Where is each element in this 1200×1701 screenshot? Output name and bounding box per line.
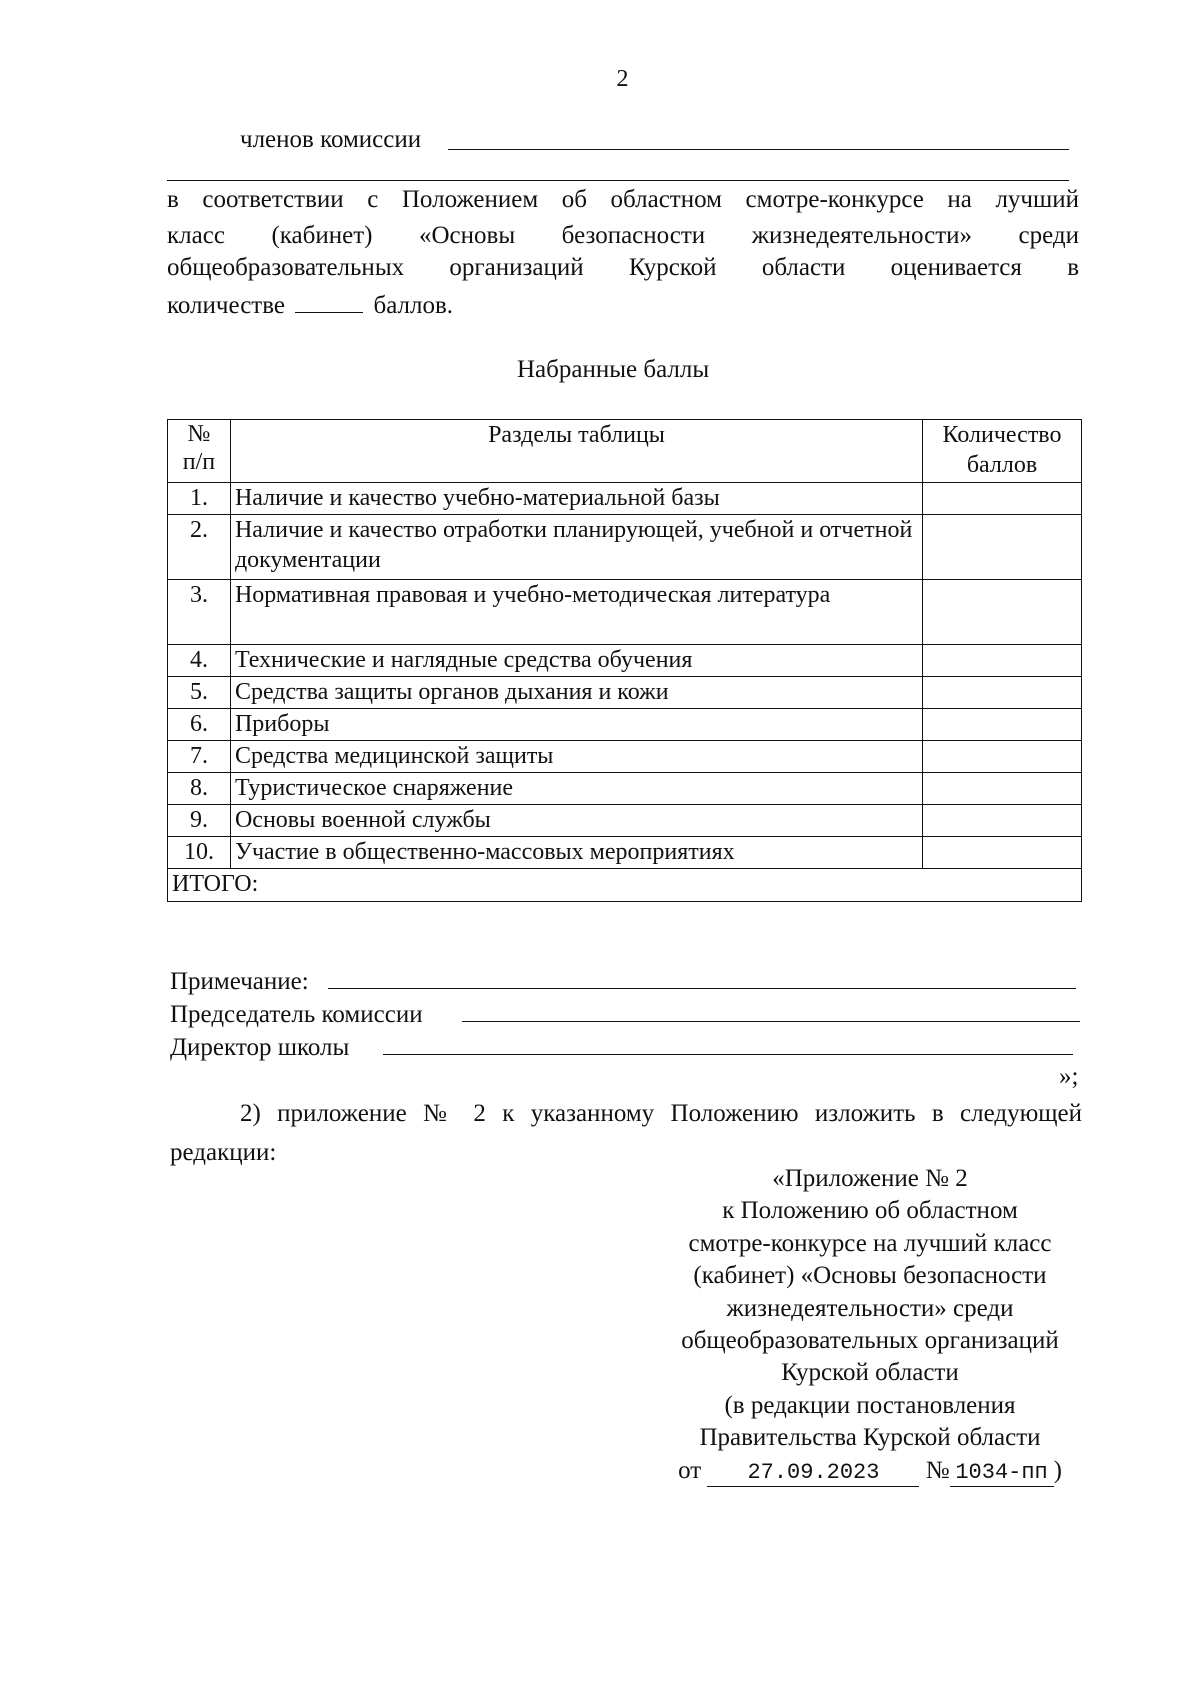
row-points-cell[interactable] <box>923 773 1082 805</box>
row-points-cell[interactable] <box>923 645 1082 677</box>
intro-line-4 <box>167 292 453 320</box>
date-value: 27.09.2023 <box>707 1460 919 1487</box>
row-num: 7. <box>168 741 231 773</box>
number-prefix: № <box>925 1456 950 1484</box>
note-label: Примечание: <box>170 968 309 995</box>
appendix-line: (кабинет) «Основы безопасности <box>693 1262 1047 1290</box>
row-section: Наличие и качество отработки планирующей, учебной и отчетной документации <box>230 515 922 580</box>
score-blank <box>295 292 363 313</box>
appendix-block <box>640 1163 1100 1487</box>
members-underline-2 <box>167 180 1069 181</box>
row-points-cell[interactable] <box>923 741 1082 773</box>
row-section: Приборы <box>230 709 922 741</box>
table-row <box>168 773 1082 805</box>
closing-quote: »; <box>1059 1063 1079 1090</box>
chair-underline <box>462 1021 1080 1022</box>
row-num: 4. <box>168 645 231 677</box>
row-section: Участие в общественно-массовых мероприятиях <box>230 837 922 869</box>
members-underline <box>448 149 1069 150</box>
table-row <box>168 741 1082 773</box>
table-header-row <box>168 420 1082 483</box>
director-underline <box>383 1054 1073 1055</box>
row-points-cell[interactable] <box>923 677 1082 709</box>
appendix-line: Курской области <box>781 1359 959 1387</box>
row-section: Средства защиты органов дыхания и кожи <box>230 677 922 709</box>
appendix-line: к Положению об областном <box>722 1197 1018 1225</box>
row-section: Наличие и качество учебно-материальной базы <box>230 483 922 515</box>
number-value: 1034-пп <box>950 1460 1054 1487</box>
row-num: 6. <box>168 709 231 741</box>
table-row <box>168 805 1082 837</box>
intro-line-2: класс (кабинет) «Основы безопасности жизнедеятельности» среди <box>167 222 1079 249</box>
table-row <box>168 677 1082 709</box>
row-points-cell[interactable] <box>923 580 1082 645</box>
header-points <box>923 420 1082 483</box>
amendment-line-2: редакции: <box>170 1139 277 1166</box>
header-num-line-2: п/п <box>182 449 216 475</box>
intro-line-1: в соответствии с Положением об областном смотре-конкурсе на лучший <box>167 186 1079 213</box>
row-num: 1. <box>168 483 231 515</box>
row-num: 8. <box>168 773 231 805</box>
intro-line-4-suffix: баллов. <box>373 292 454 319</box>
total-label: ИТОГО: <box>168 869 1082 902</box>
intro-line-4-prefix: количестве <box>167 292 285 319</box>
intro-line-3: общеобразовательных организаций Курской области оценивается в <box>167 254 1079 281</box>
row-points-cell[interactable] <box>923 709 1082 741</box>
table-row <box>168 515 1082 580</box>
row-points-cell[interactable] <box>923 515 1082 580</box>
scores-table <box>167 419 1082 902</box>
table-title: Набранные баллы <box>517 356 710 383</box>
row-points-cell[interactable] <box>923 805 1082 837</box>
row-section: Основы военной службы <box>230 805 922 837</box>
total-row <box>168 869 1082 902</box>
appendix-line: «Приложение № 2 <box>772 1165 968 1192</box>
table-row <box>168 645 1082 677</box>
row-section: Технические и наглядные средства обучения <box>230 645 922 677</box>
appendix-date-line <box>640 1455 1100 1487</box>
row-num: 3. <box>168 580 231 645</box>
row-section: Туристическое снаряжение <box>230 773 922 805</box>
appendix-line: смотре-конкурсе на лучший класс <box>688 1229 1052 1257</box>
row-num: 2. <box>168 515 231 580</box>
row-num: 5. <box>168 677 231 709</box>
director-label: Директор школы <box>170 1034 350 1061</box>
appendix-line: Правительства Курской области <box>699 1424 1041 1452</box>
number-suffix: ) <box>1053 1456 1062 1484</box>
table-row <box>168 580 1082 645</box>
header-section: Разделы таблицы <box>230 420 922 483</box>
note-underline <box>328 988 1076 989</box>
row-num: 10. <box>168 837 231 869</box>
chair-label: Председатель комиссии <box>170 1001 423 1028</box>
appendix-line: общеобразовательных организаций <box>681 1327 1059 1355</box>
table-row <box>168 709 1082 741</box>
table-row <box>168 483 1082 515</box>
appendix-line: (в редакции постановления <box>724 1391 1016 1419</box>
appendix-line: жизнедеятельности» среди <box>726 1294 1014 1322</box>
row-section: Средства медицинской защиты <box>230 741 922 773</box>
row-points-cell[interactable] <box>923 483 1082 515</box>
members-label: членов комиссии <box>240 126 422 153</box>
row-num: 9. <box>168 805 231 837</box>
header-num <box>168 420 231 483</box>
header-num-line-1: № <box>187 421 211 447</box>
row-points-cell[interactable] <box>923 837 1082 869</box>
amendment-line-1: 2) приложение № 2 к указанному Положению изложить в следующей <box>240 1100 1082 1127</box>
table-row <box>168 837 1082 869</box>
row-section: Нормативная правовая и учебно-методическая литература <box>230 580 922 645</box>
date-prefix: от <box>678 1456 702 1484</box>
header-points-line-1: Количество <box>942 422 1062 448</box>
header-points-line-2: баллов <box>966 452 1038 478</box>
page-number: 2 <box>616 66 629 92</box>
